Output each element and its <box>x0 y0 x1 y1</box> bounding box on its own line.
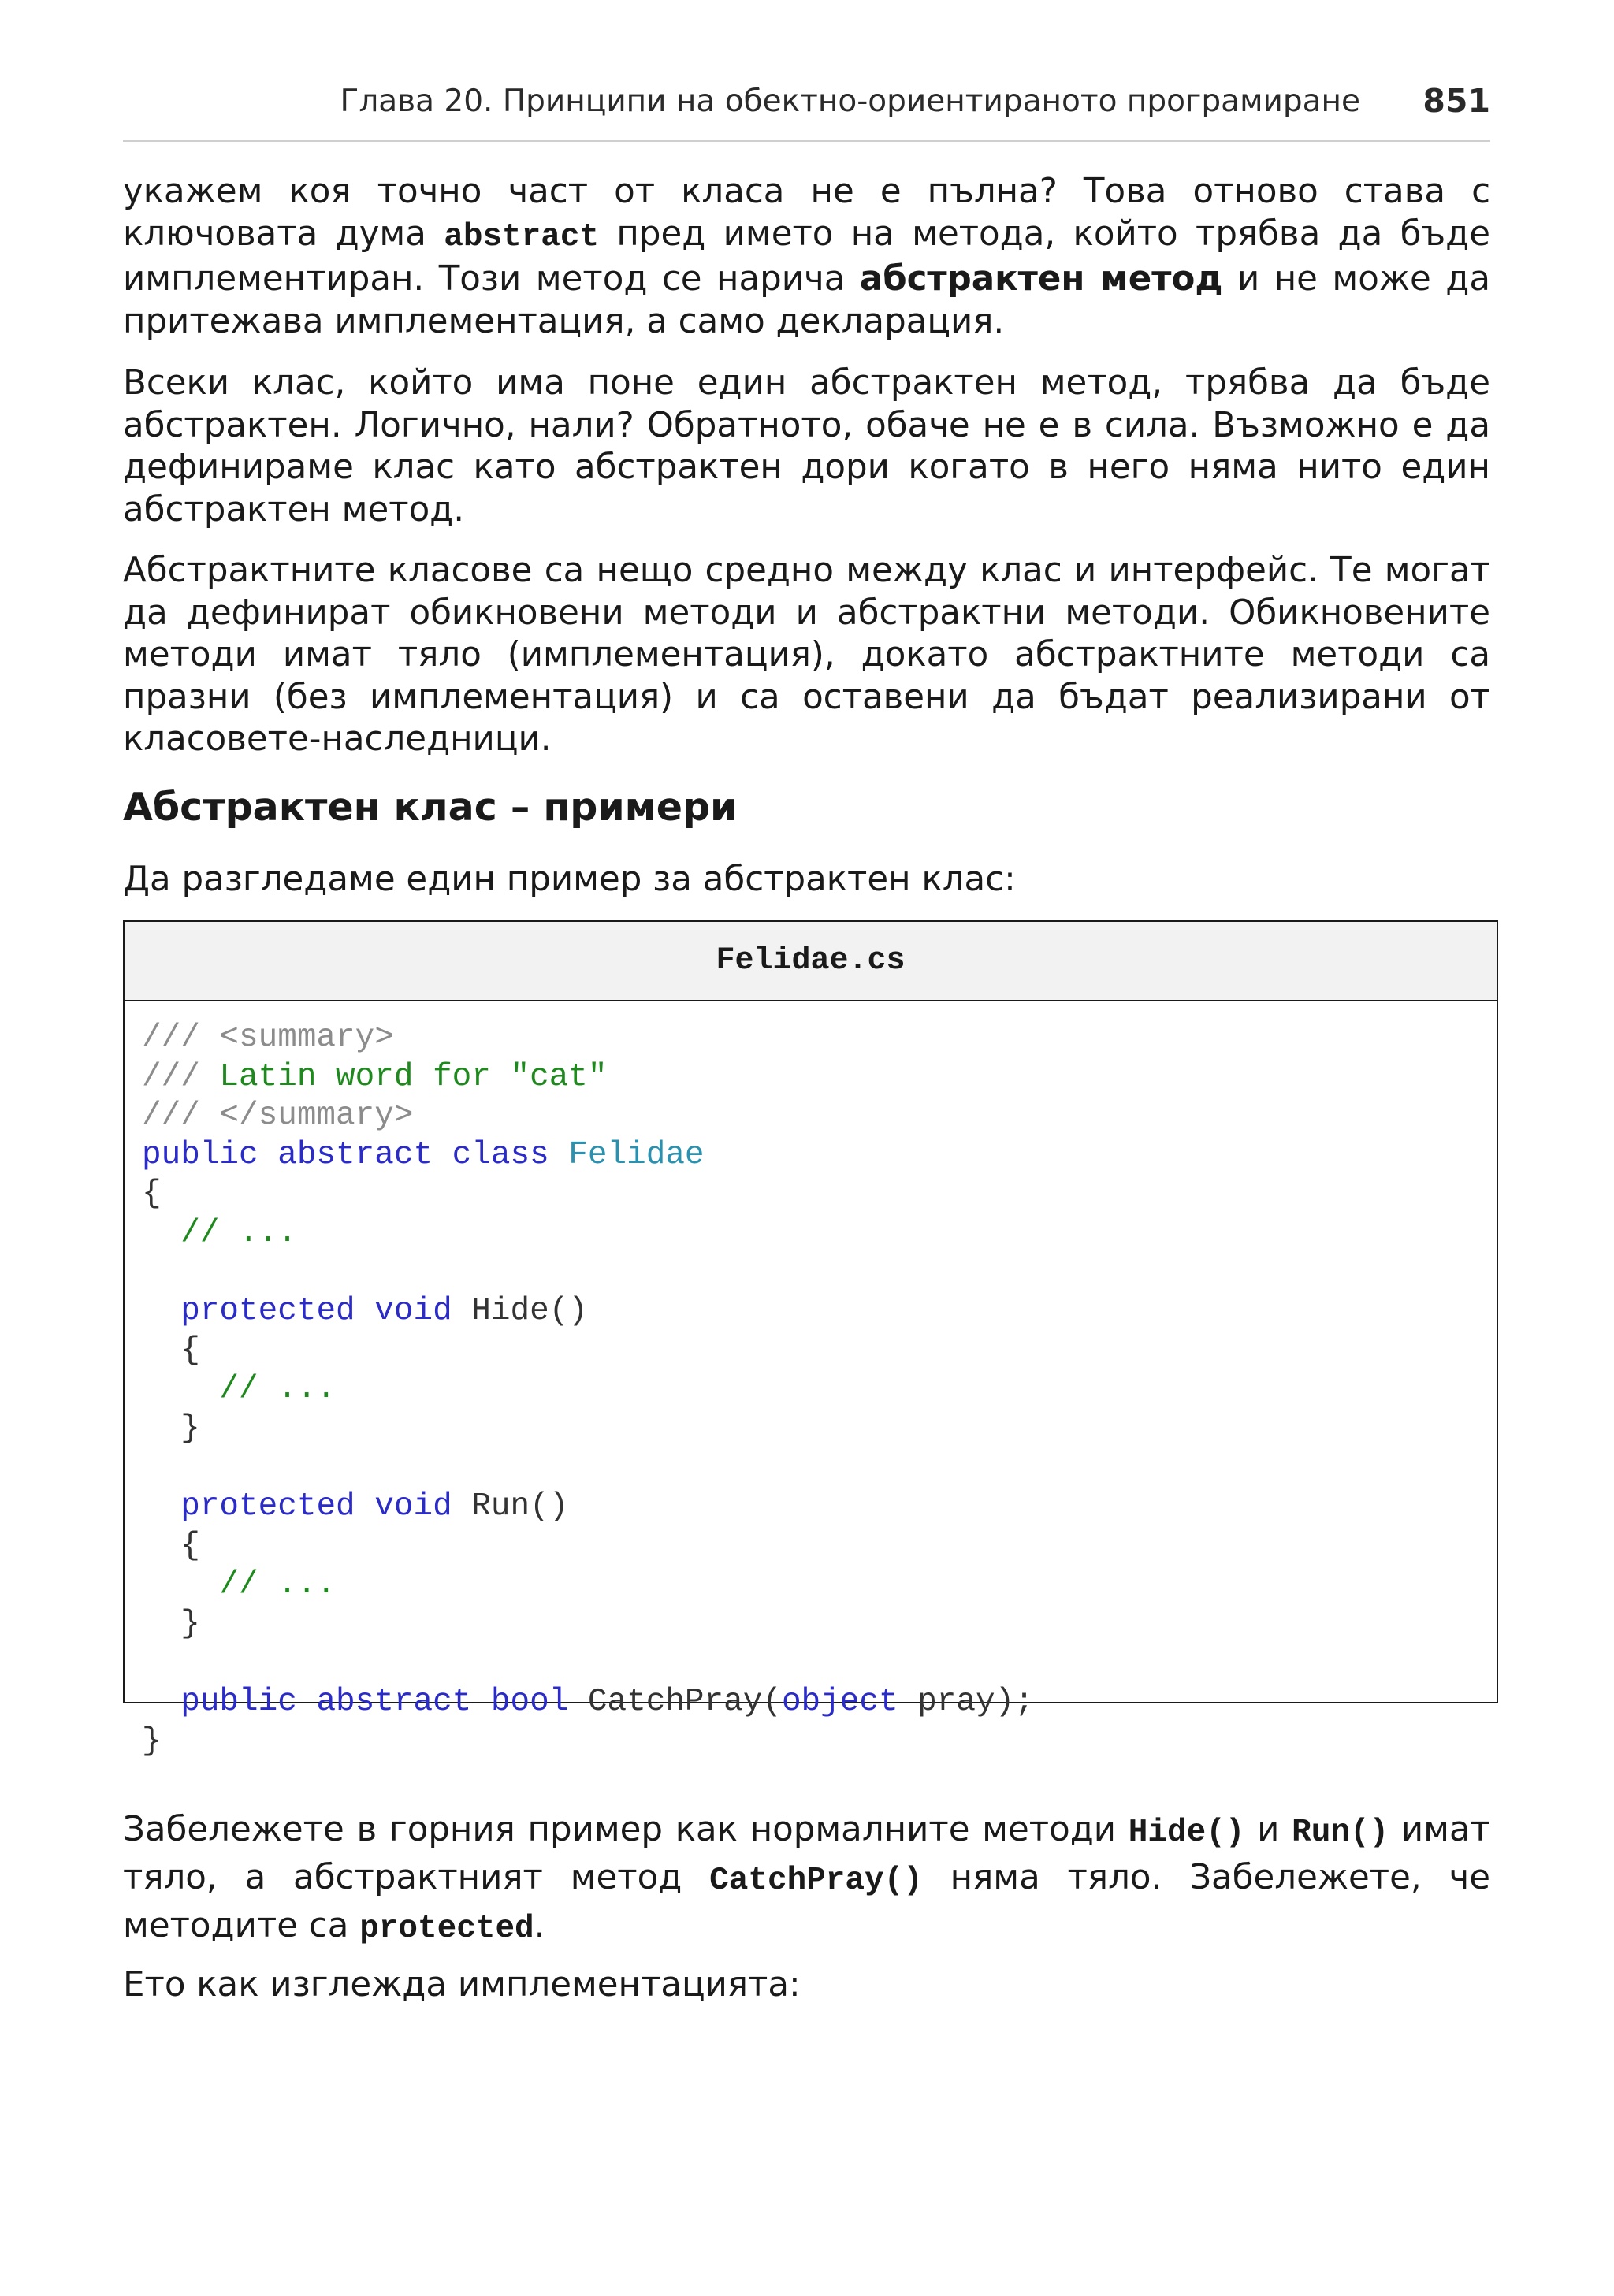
code-brace: { <box>180 1332 200 1369</box>
inline-code-abstract: abstract <box>444 218 600 255</box>
code-comment: // ... <box>219 1371 337 1408</box>
code-listing-filename: Felidae.cs <box>125 922 1497 1001</box>
code-keyword: object <box>781 1684 898 1721</box>
text-span: имат тяло, а абстрактният метод <box>123 1810 1490 1897</box>
code-doc-comment: /// <box>142 1058 220 1095</box>
paragraph-example-intro: Да разгледаме един пример за абстрактен клас: <box>123 860 1016 899</box>
page-header <box>123 79 1490 142</box>
code-keyword: protected void <box>180 1293 472 1330</box>
bold-term-abstract-method: абстрактен метод <box>859 259 1223 299</box>
text-span: и не може да притежава имплементация, а само декларация. <box>123 259 1490 341</box>
text-span: и <box>1244 1810 1292 1849</box>
code-doc-comment: /// <summary> <box>142 1020 394 1056</box>
code-keyword: public abstract bool <box>180 1684 588 1721</box>
code-brace: { <box>180 1527 200 1564</box>
code-text: pray); <box>898 1684 1034 1721</box>
text-span: . <box>534 1906 545 1945</box>
code-keyword: protected void <box>180 1488 472 1525</box>
inline-code-run: Run() <box>1292 1815 1389 1851</box>
section-heading: Абстрактен клас – примери <box>123 785 738 830</box>
inline-code-protected: protected <box>359 1911 534 1947</box>
chapter-title: Глава 20. Принципи на обектно-ориентираното програмиране <box>340 84 1360 119</box>
code-listing-body <box>125 1001 1497 1761</box>
paragraph-abstract-keyword <box>123 171 1490 343</box>
code-keyword: public abstract class <box>142 1136 569 1173</box>
code-listing <box>123 920 1498 1759</box>
page-number: 851 <box>1422 82 1490 120</box>
code-brace: } <box>180 1605 200 1642</box>
code-brace: } <box>180 1410 200 1447</box>
inline-code-hide: Hide() <box>1128 1815 1245 1851</box>
code-method-name: Run() <box>471 1488 569 1525</box>
text-span: пред името на метода, който трябва да бъде имплементиран. Този метод се нарича <box>123 214 1490 299</box>
paragraph-implementation-intro: Ето как изглежда имплементацията: <box>123 1965 801 2004</box>
code-type-name: Felidae <box>568 1136 705 1173</box>
code-comment: Latin word for "cat" <box>219 1058 608 1095</box>
paragraph-abstract-class-rule: Всеки клас, който има поне един абстрактен метод, трябва да бъде абстрактен. Логично, нали? Обратното, обаче не е в сила. Възможно е да дефинираме клас като абстрактен дори когато в него няма нито един абстрактен метод. <box>123 363 1490 529</box>
paragraph-method-notes <box>123 1807 1490 1952</box>
code-doc-comment: /// </summary> <box>142 1098 414 1135</box>
text-span: укажем коя точно част от класа не е пълна? Това отново става с ключовата дума <box>123 172 1490 254</box>
code-comment: // ... <box>219 1566 337 1603</box>
code-method-name: CatchPray( <box>587 1684 782 1721</box>
code-comment: // ... <box>180 1214 297 1251</box>
code-brace: } <box>142 1722 162 1759</box>
inline-code-catchpray: CatchPray() <box>709 1863 923 1899</box>
text-span: Забележете в горния пример как нормалните методи <box>123 1810 1129 1849</box>
paragraph-abstract-vs-interface: Абстрактните класове са нещо средно между клас и интерфейс. Те могат да дефинират обикновени методи и абстрактни методи. Обикновените методи имат тяло (имплементация), докато абстрактните методи са празни (без имплементация) и са оставени да бъдат реализирани от класовете-наследници. <box>123 551 1490 759</box>
text-span: няма тяло. Забележете, че методите са <box>123 1858 1491 1945</box>
code-method-name: Hide() <box>471 1293 588 1330</box>
code-brace: { <box>142 1176 162 1213</box>
